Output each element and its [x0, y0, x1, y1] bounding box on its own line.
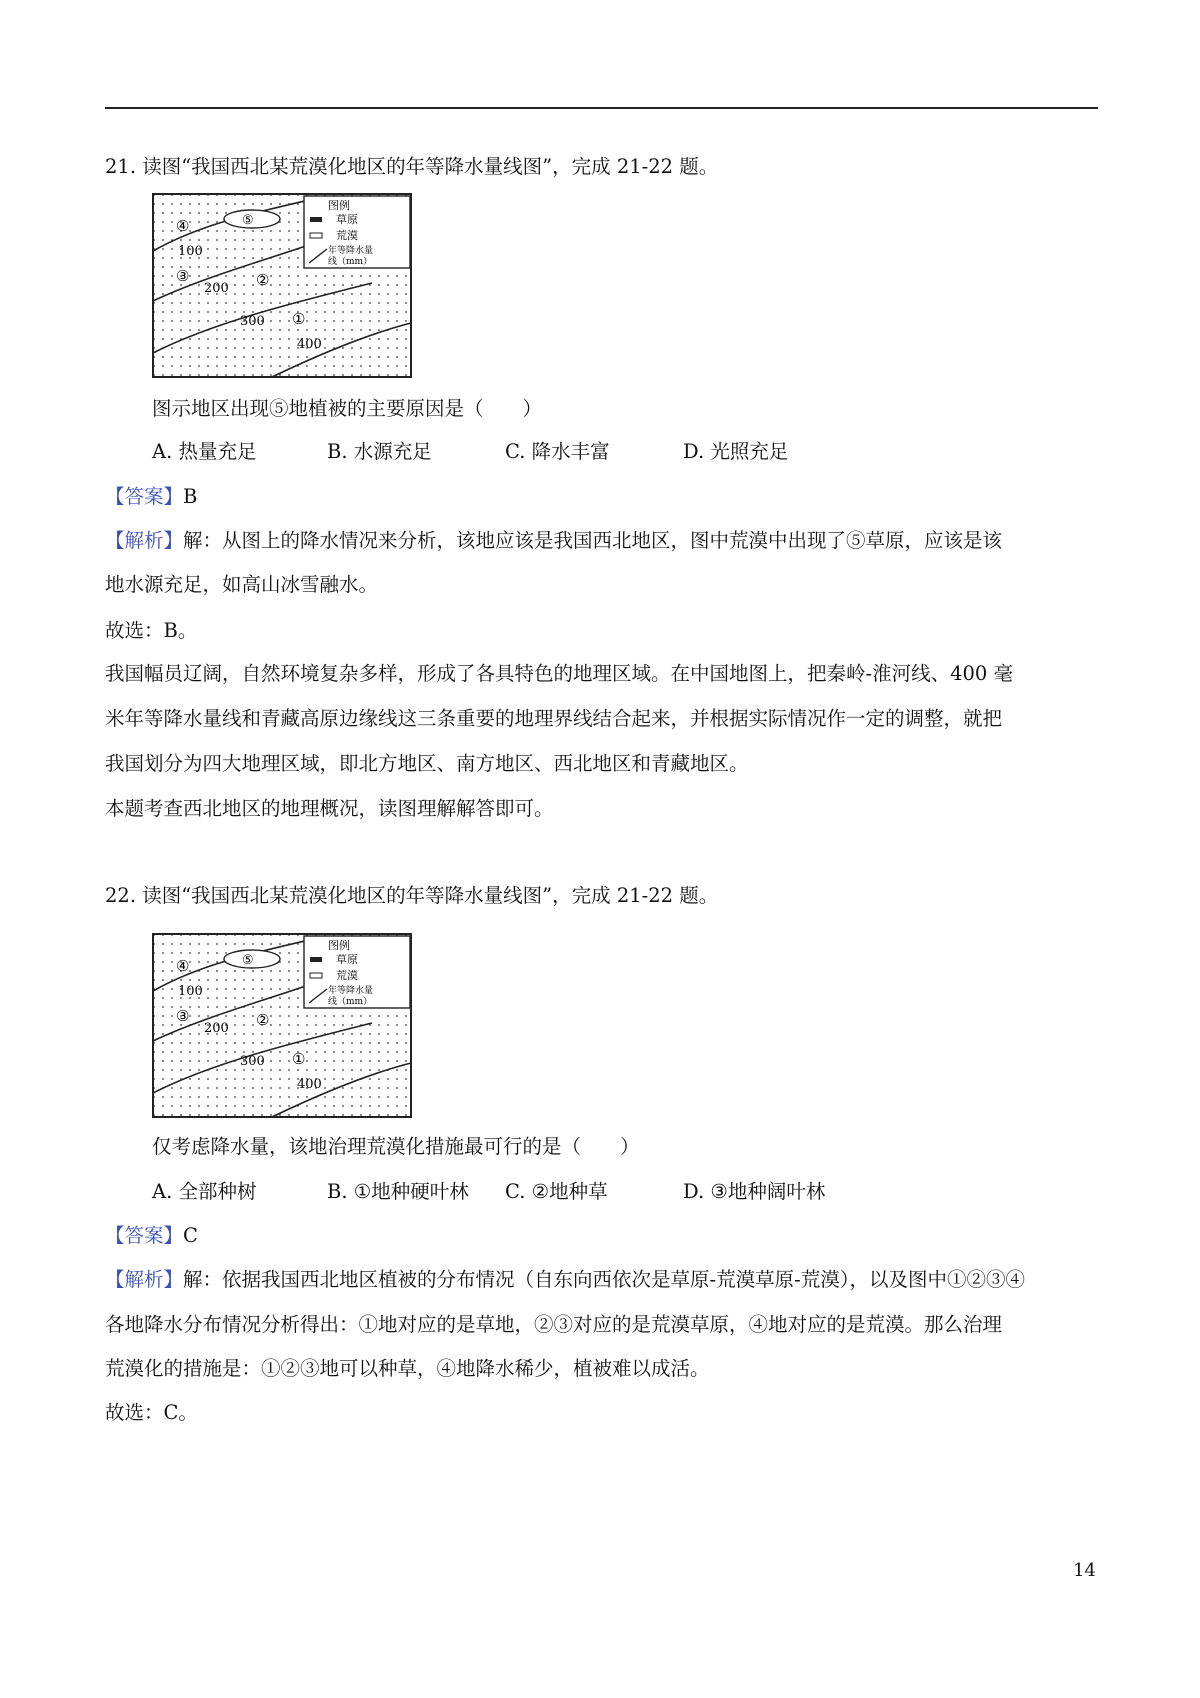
legend-isohyet-label-1: 年等降水量: [328, 246, 374, 256]
q21-analysis-line-7: 本题考查西北地区的地理概况，读图理解解答即可。: [105, 797, 554, 820]
page-number: 14: [1073, 1560, 1096, 1581]
q21-answer-value: B: [183, 485, 198, 508]
isohyet-label-100: 100: [178, 244, 203, 259]
q22-options: [152, 1177, 825, 1207]
q21-options: [152, 437, 788, 467]
q22-stem: 22. 读图“我国西北某荒漠化地区的年等降水量线图”，完成 21-22 题。: [105, 884, 719, 907]
legend-isohyet-label-2: 线（mm）: [328, 997, 373, 1007]
q22-isohyet-map: [152, 933, 412, 1118]
q21-option-b[interactable]: B. 水源充足: [327, 440, 432, 463]
region-5-label: ⑤: [242, 953, 254, 968]
q21-analysis-line-1: [105, 526, 1002, 556]
isohyet-label-100: 100: [178, 984, 203, 999]
q22-option-a[interactable]: A. 全部种树: [152, 1180, 257, 1203]
q21-analysis-line-2: 地水源充足，如高山冰雪融水。: [105, 573, 379, 596]
q21-analysis-line-3: 故选：B。: [105, 619, 198, 642]
legend-title: 图例: [328, 199, 350, 212]
legend-desert-label: 荒漠: [336, 229, 358, 242]
analysis-text: 解：依据我国西北地区植被的分布情况（自东向西依次是草原-荒漠草原-荒漠），以及图中①②③④: [183, 1268, 1025, 1291]
q22-answer-value: C: [183, 1224, 198, 1247]
q22-analysis-line-4: 故选：C。: [105, 1401, 198, 1424]
q22-option-b[interactable]: B. ①地种硬叶林: [327, 1180, 469, 1203]
q22-option-d[interactable]: D. ③地种阔叶林: [683, 1180, 826, 1203]
answer-tag: 【答案】: [105, 1224, 184, 1247]
analysis-text: 解：从图上的降水情况来分析，该地应该是我国西北地区，图中荒漠中出现了⑤草原，应该是该: [183, 529, 1003, 552]
legend-isohyet-label-1: 年等降水量: [328, 986, 374, 996]
answer-tag: 【答案】: [105, 485, 184, 508]
legend-grass-swatch: [310, 957, 322, 962]
isohyet-label-400: 400: [297, 1077, 322, 1092]
header-rule: [105, 107, 1098, 109]
q21-option-d[interactable]: D. 光照充足: [683, 440, 789, 463]
q21-option-a[interactable]: A. 热量充足: [152, 440, 257, 463]
region-1-label: ①: [292, 1050, 306, 1068]
q22-analysis-line-2: 各地降水分布情况分析得出：①地对应的是草地，②③对应的是荒漠草原，④地对应的是荒漠。那么治理: [105, 1313, 1003, 1336]
q21-answer: [105, 482, 197, 512]
region-2-label: ②: [256, 1011, 270, 1029]
isohyet-label-400: 400: [297, 337, 322, 352]
isohyet-label-200: 200: [204, 1021, 229, 1036]
legend-desert-swatch: [310, 973, 322, 978]
q21-stem: 21. 读图“我国西北某荒漠化地区的年等降水量线图”，完成 21-22 题。: [105, 155, 719, 178]
q22-question: 仅考虑降水量，该地治理荒漠化措施最可行的是（ ）: [152, 1135, 640, 1158]
legend-desert-swatch: [310, 233, 322, 238]
region-5-label: ⑤: [242, 213, 254, 228]
analysis-tag: 【解析】: [105, 1268, 184, 1291]
isohyet-label-200: 200: [204, 281, 229, 296]
q21-analysis-line-6: 我国划分为四大地理区域，即北方地区、南方地区、西北地区和青藏地区。: [105, 752, 749, 775]
q21-analysis-line-4: 我国幅员辽阔，自然环境复杂多样，形成了各具特色的地理区域。在中国地图上，把秦岭-淮河线、400 毫: [105, 662, 1014, 685]
q21-isohyet-map: [152, 193, 412, 378]
q21-option-c[interactable]: C. 降水丰富: [505, 440, 610, 463]
region-4-label: ④: [176, 217, 190, 235]
region-4-label: ④: [176, 957, 190, 975]
q22-analysis-line-1: [105, 1265, 1025, 1295]
legend-desert-label: 荒漠: [336, 969, 358, 982]
legend-isohyet-label-2: 线（mm）: [328, 257, 373, 267]
isohyet-label-300: 300: [240, 1054, 265, 1069]
analysis-tag: 【解析】: [105, 529, 184, 552]
legend-grass-label: 草原: [336, 213, 358, 226]
region-3-label: ③: [176, 1007, 190, 1025]
isohyet-label-300: 300: [240, 314, 265, 329]
q21-question: 图示地区出现⑤地植被的主要原因是（ ）: [152, 397, 543, 420]
legend-grass-label: 草原: [336, 953, 358, 966]
q22-answer: [105, 1221, 198, 1251]
legend-grass-swatch: [310, 217, 322, 222]
q22-option-c[interactable]: C. ②地种草: [505, 1180, 608, 1203]
q22-analysis-line-3: 荒漠化的措施是：①②③地可以种草，④地降水稀少，植被难以成活。: [105, 1357, 710, 1380]
region-3-label: ③: [176, 267, 190, 285]
q21-analysis-line-5: 米年等降水量线和青藏高原边缘线这三条重要的地理界线结合起来，并根据实际情况作一定的调整，就把: [105, 707, 1003, 730]
region-1-label: ①: [292, 310, 306, 328]
legend-title: 图例: [328, 939, 350, 952]
region-2-label: ②: [256, 271, 270, 289]
